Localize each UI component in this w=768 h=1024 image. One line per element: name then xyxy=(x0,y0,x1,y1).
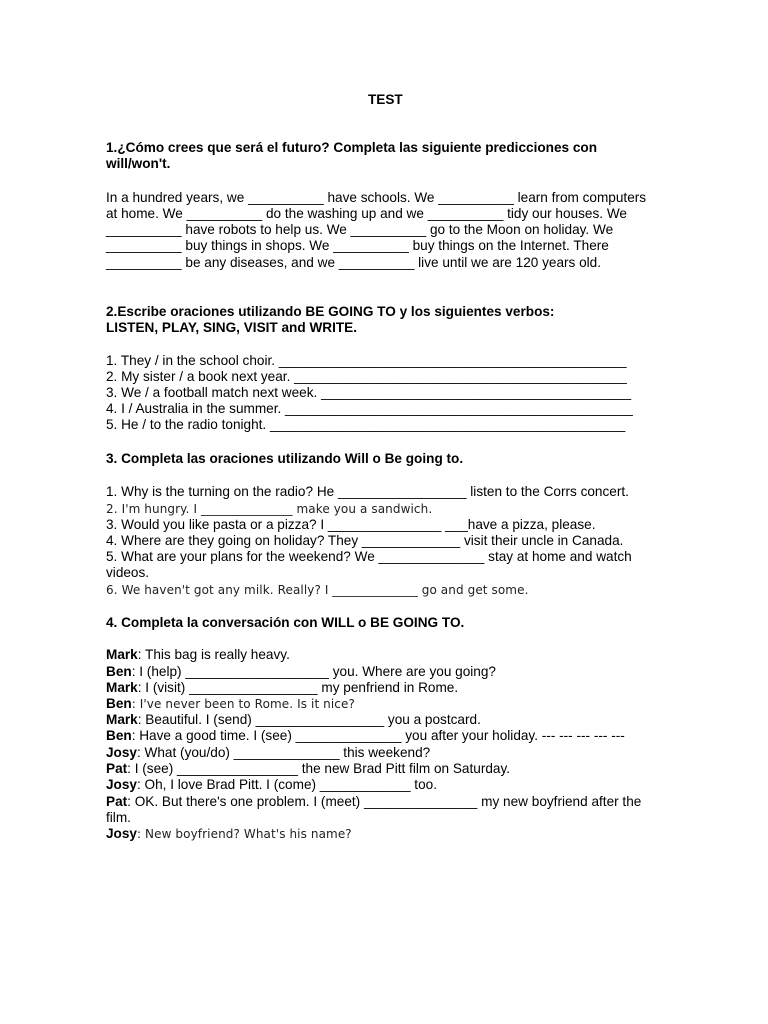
speaker-name: Pat xyxy=(106,794,128,809)
section2-item: 5. He / to the radio tonight. _______________________________________________ xyxy=(106,417,626,432)
speaker-name: Mark xyxy=(106,680,138,695)
section3-item: 6. We haven't got any milk. Really? I ______________ go and get some. xyxy=(106,583,529,597)
dialogue-text: : I (visit) _________________ my penfriend in Rome. xyxy=(137,680,459,695)
speaker-name: Mark xyxy=(106,712,138,727)
dialogue-line xyxy=(106,680,458,696)
section3-item: 5. What are your plans for the weekend? We ______________ stay at home and watch xyxy=(106,549,632,564)
dialogue-text: : What (you/do) ______________ this weekend? xyxy=(136,745,431,760)
dialogue-line xyxy=(106,664,496,680)
dialogue-text: : Beautiful. I (send) _________________ you a postcard. xyxy=(137,712,481,727)
speaker-name: Mark xyxy=(106,647,138,662)
dialogue-line xyxy=(106,745,430,761)
speaker-name: Ben xyxy=(106,728,132,743)
section1-text-line: __________ buy things in shops. We __________ buy things on the Internet. There xyxy=(106,238,609,253)
dialogue-line xyxy=(106,647,290,663)
section1-heading-line1: 1.¿Cómo crees que será el futuro? Completa las siguiente predicciones con xyxy=(106,140,598,155)
section3-item: 4. Where are they going on holiday? They _____________ visit their uncle in Canada. xyxy=(106,533,624,548)
section1-text-line: __________ have robots to help us. We __________ go to the Moon on holiday. We xyxy=(106,222,614,237)
speaker-name: Ben xyxy=(106,664,132,679)
speaker-name: Pat xyxy=(106,761,128,776)
dialogue-text: : OK. But there's one problem. I (meet) _______________ my new boyfriend after the xyxy=(127,794,642,809)
dialogue-text: : I (help) ___________________ you. Where are you going? xyxy=(131,664,496,679)
section4-heading: 4. Completa la conversación con WILL o BE GOING TO. xyxy=(106,615,465,630)
speaker-name: Ben xyxy=(106,696,132,711)
section3-item: 2. I'm hungry. I _______________ make you a sandwich. xyxy=(106,502,433,516)
dialogue-line xyxy=(106,810,131,826)
dialogue-text: : This bag is really heavy. xyxy=(137,647,290,662)
section1-heading-line2: will/won't. xyxy=(106,156,171,171)
section2-item: 2. My sister / a book next year. ____________________________________________ xyxy=(106,369,627,384)
speaker-name: Josy xyxy=(106,826,137,841)
dialogue-text: : I (see) ________________ the new Brad Pitt film on Saturday. xyxy=(127,761,511,776)
speaker-name: Josy xyxy=(106,777,137,792)
dialogue-line xyxy=(106,696,355,712)
section2-heading-line2: LISTEN, PLAY, SING, VISIT and WRITE. xyxy=(106,320,358,335)
section1-text-line: In a hundred years, we __________ have schools. We __________ learn from computers xyxy=(106,190,647,205)
section1-text-line: __________ be any diseases, and we __________ live until we are 120 years old. xyxy=(106,255,602,270)
dialogue-text: film. xyxy=(106,810,131,825)
section2-item: 3. We / a football match next week. _________________________________________ xyxy=(106,385,632,400)
dialogue-line xyxy=(106,712,481,728)
dialogue-line xyxy=(106,826,352,842)
dialogue-text: : Have a good time. I (see) ______________ you after your holiday. --- --- --- --- --- xyxy=(131,728,625,743)
section2-item: 4. I / Australia in the summer. ______________________________________________ xyxy=(106,401,633,416)
speaker-name: Josy xyxy=(106,745,137,760)
section3-item: 3. Would you like pasta or a pizza? I _______________ ___have a pizza, please. xyxy=(106,517,596,532)
dialogue-text: : New boyfriend? What's his name? xyxy=(136,827,352,841)
section3-item: 1. Why is the turning on the radio? He _________________ listen to the Corrs concert. xyxy=(106,484,629,499)
dialogue-line xyxy=(106,728,625,744)
section2-item: 1. They / in the school choir. ______________________________________________ xyxy=(106,353,627,368)
dialogue-text: : I've never been to Rome. Is it nice? xyxy=(131,697,355,711)
section2-heading-line1: 2.Escribe oraciones utilizando BE GOING TO y los siguientes verbos: xyxy=(106,304,555,319)
dialogue-line xyxy=(106,761,510,777)
dialogue-line xyxy=(106,777,437,793)
dialogue-line xyxy=(106,794,641,810)
section1-text-line: at home. We __________ do the washing up and we __________ tidy our houses. We xyxy=(106,206,627,221)
dialogue-text: : Oh, I love Brad Pitt. I (come) ____________ too. xyxy=(136,777,437,792)
page-title: TEST xyxy=(368,92,403,107)
section3-heading: 3. Completa las oraciones utilizando Will o Be going to. xyxy=(106,451,464,466)
section3-item: videos. xyxy=(106,565,150,580)
